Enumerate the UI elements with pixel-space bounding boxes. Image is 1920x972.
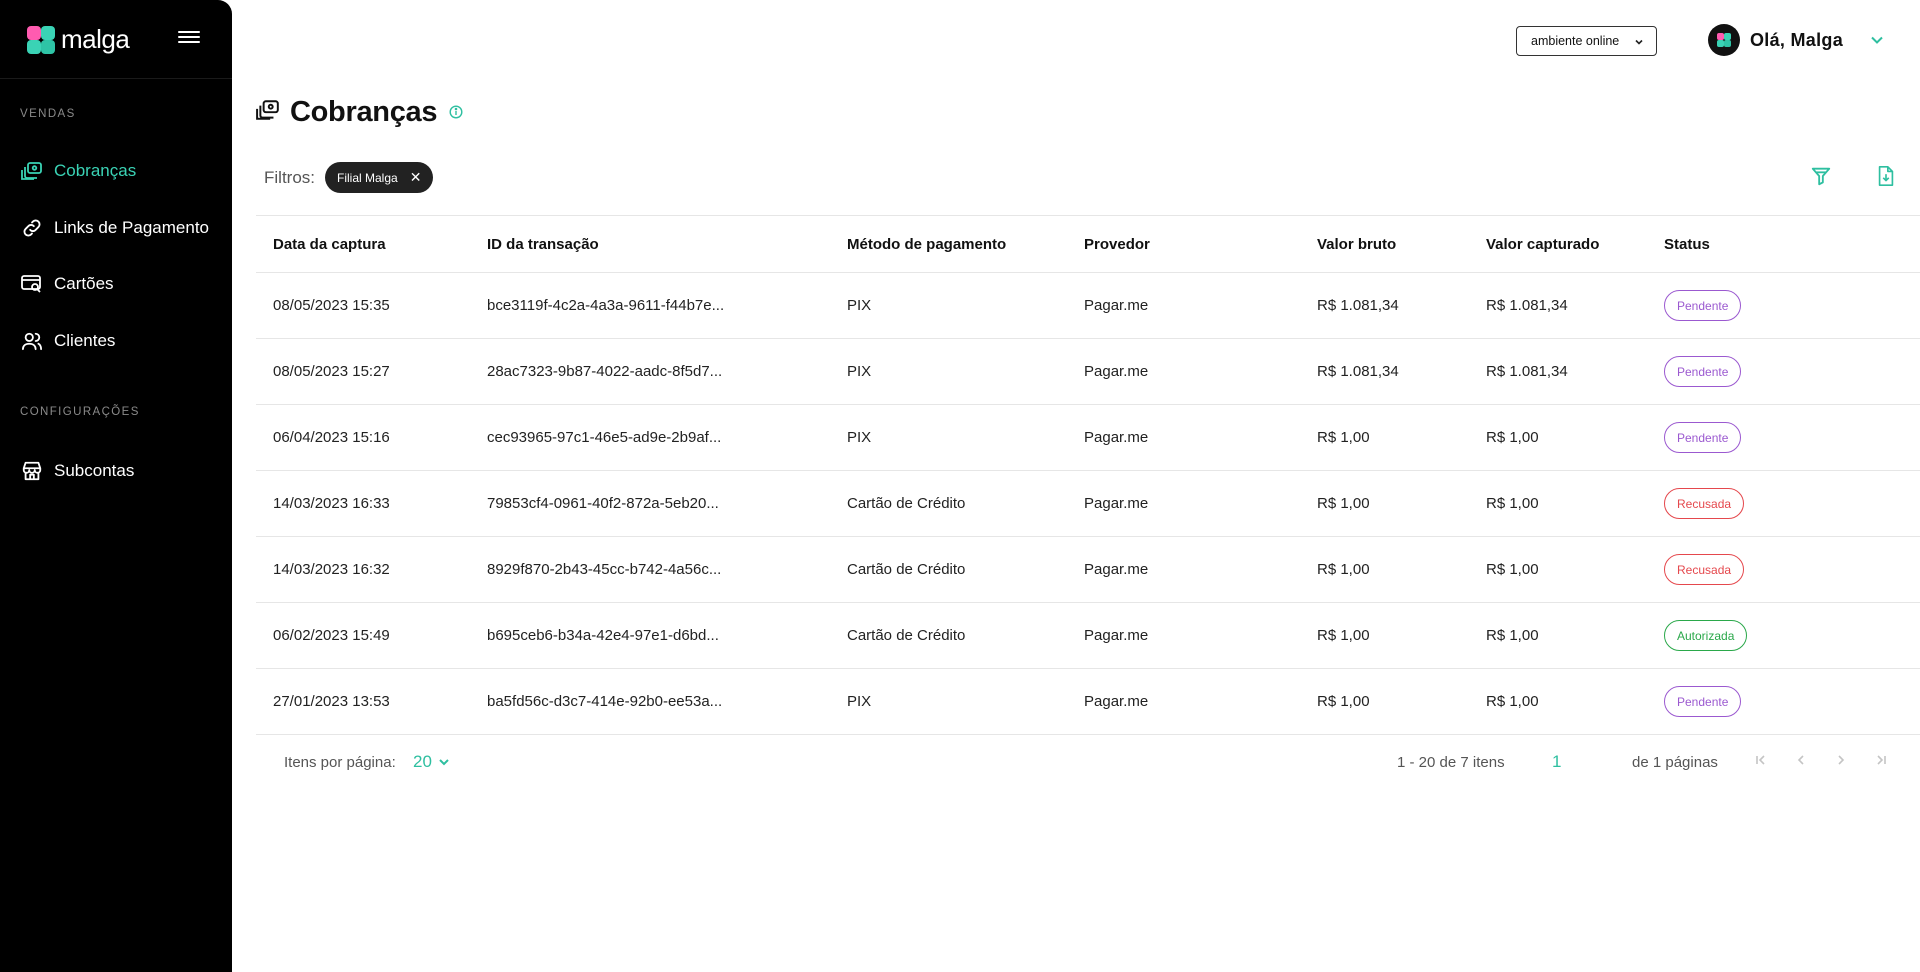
column-header[interactable]: Status (1664, 235, 1710, 253)
table-row[interactable] (256, 537, 1920, 603)
cell-transaction-id[interactable]: ba5fd56c-d3c7-414e-92b0-ee53a... (487, 693, 723, 710)
cell-provider: Pagar.me (1084, 561, 1149, 578)
page-title: Cobranças (290, 96, 438, 128)
cell-payment-method: PIX (847, 363, 872, 380)
filter-chip[interactable] (325, 162, 433, 193)
column-header[interactable]: Data da captura (273, 235, 386, 253)
card-search-icon (20, 272, 44, 296)
sidebar-item-label: Cobranças (54, 161, 137, 180)
filters-bar (264, 162, 433, 193)
previous-page-icon[interactable] (1794, 753, 1808, 771)
cell-captured-value: R$ 1,00 (1486, 693, 1539, 710)
user-menu-chevron-icon[interactable] (1870, 32, 1884, 50)
cell-transaction-id[interactable]: 8929f870-2b43-45cc-b742-4a56c... (487, 561, 722, 578)
last-page-icon[interactable] (1874, 753, 1888, 771)
export-file-icon[interactable] (1876, 165, 1896, 192)
cell-gross-value: R$ 1,00 (1317, 495, 1370, 512)
filter-icon[interactable] (1810, 165, 1832, 192)
menu-toggle-icon[interactable] (178, 28, 200, 48)
status-badge: Pendente (1664, 290, 1741, 321)
link-icon (20, 216, 44, 240)
cell-captured-value: R$ 1,00 (1486, 429, 1539, 446)
pagination (256, 735, 1920, 791)
cell-payment-method: PIX (847, 429, 872, 446)
cell-transaction-id[interactable]: 79853cf4-0961-40f2-872a-5eb20... (487, 495, 719, 512)
items-range: 1 - 20 de 7 itens (1397, 754, 1505, 771)
cell-gross-value: R$ 1,00 (1317, 429, 1370, 446)
status-badge: Pendente (1664, 422, 1741, 453)
column-header[interactable]: Valor bruto (1317, 235, 1397, 253)
environment-select-value: ambiente online (1531, 34, 1620, 48)
sidebar-item-subcontas[interactable] (20, 459, 134, 483)
cell-date: 08/05/2023 15:35 (273, 297, 390, 314)
sidebar-item-label: Subcontas (54, 461, 135, 480)
sidebar-section-vendas: VENDAS (20, 108, 76, 120)
cell-date: 27/01/2023 13:53 (273, 693, 390, 710)
cell-date: 08/05/2023 15:27 (273, 363, 390, 380)
page-header (256, 96, 463, 129)
users-icon (20, 329, 44, 353)
column-header[interactable]: Valor capturado (1486, 235, 1600, 253)
cell-captured-value: R$ 1,00 (1486, 561, 1539, 578)
cell-payment-method: Cartão de Crédito (847, 627, 966, 644)
status-badge: Autorizada (1664, 620, 1747, 651)
table-row[interactable] (256, 273, 1920, 339)
sidebar-item-label: Links de Pagamento (54, 218, 209, 237)
environment-select[interactable] (1516, 26, 1657, 56)
sidebar-item-label: Clientes (54, 331, 116, 350)
status-badge: Pendente (1664, 356, 1741, 387)
cell-captured-value: R$ 1.081,34 (1486, 297, 1568, 314)
charges-icon (20, 159, 44, 183)
cell-provider: Pagar.me (1084, 627, 1149, 644)
charges-icon (256, 99, 280, 126)
sidebar (0, 0, 232, 972)
cell-captured-value: R$ 1,00 (1486, 495, 1539, 512)
table-row[interactable] (256, 669, 1920, 735)
status-badge: Pendente (1664, 686, 1741, 717)
column-header[interactable]: Método de pagamento (847, 235, 1007, 253)
chevron-down-icon (438, 758, 450, 766)
cell-provider: Pagar.me (1084, 429, 1149, 446)
first-page-icon[interactable] (1754, 753, 1768, 771)
cell-date: 06/02/2023 15:49 (273, 627, 390, 644)
sidebar-item-links-de-pagamento[interactable] (20, 216, 209, 240)
filters-label: Filtros: (264, 167, 315, 187)
cell-gross-value: R$ 1,00 (1317, 627, 1370, 644)
table-header (256, 215, 1920, 273)
cell-provider: Pagar.me (1084, 363, 1149, 380)
table-row[interactable] (256, 471, 1920, 537)
cell-payment-method: Cartão de Crédito (847, 561, 966, 578)
info-icon[interactable] (449, 105, 463, 124)
sidebar-section-configuracoes: CONFIGURAÇÕES (20, 406, 140, 418)
filter-chip-label: Filial Malga (337, 170, 398, 185)
cell-payment-method: PIX (847, 297, 872, 314)
cell-gross-value: R$ 1,00 (1317, 561, 1370, 578)
cell-transaction-id[interactable]: bce3119f-4c2a-4a3a-9611-f44b7e... (487, 297, 725, 314)
malga-logo-icon (27, 26, 55, 54)
logo[interactable] (27, 24, 129, 55)
store-icon (20, 459, 44, 483)
sidebar-item-cobrancas[interactable] (20, 159, 136, 183)
current-page[interactable]: 1 (1552, 752, 1562, 771)
column-header[interactable]: Provedor (1084, 235, 1150, 253)
cell-captured-value: R$ 1.081,34 (1486, 363, 1568, 380)
cell-provider: Pagar.me (1084, 297, 1149, 314)
close-icon[interactable]: ✕ (409, 169, 422, 185)
sidebar-item-clientes[interactable] (20, 329, 115, 353)
cell-transaction-id[interactable]: cec93965-97c1-46e5-ad9e-2b9af... (487, 429, 722, 446)
table-row[interactable] (256, 339, 1920, 405)
cell-date: 06/04/2023 15:16 (273, 429, 390, 446)
column-header[interactable]: ID da transação (487, 235, 599, 253)
user-menu[interactable] (1708, 24, 1843, 56)
avatar (1708, 24, 1740, 56)
items-per-page-value: 20 (413, 752, 432, 771)
table-row[interactable] (256, 603, 1920, 669)
user-greeting: Olá, Malga (1750, 29, 1844, 50)
items-per-page-select[interactable] (413, 752, 450, 772)
charges-table (256, 215, 1920, 735)
cell-gross-value: R$ 1.081,34 (1317, 297, 1399, 314)
cell-gross-value: R$ 1,00 (1317, 693, 1370, 710)
status-badge: Recusada (1664, 554, 1744, 585)
sidebar-item-label: Cartões (54, 274, 114, 293)
cell-gross-value: R$ 1.081,34 (1317, 363, 1399, 380)
cell-transaction-id[interactable]: 28ac7323-9b87-4022-aadc-8f5d7... (487, 363, 723, 380)
cell-payment-method: PIX (847, 693, 872, 710)
sidebar-divider (0, 78, 232, 79)
table-body (256, 273, 1920, 735)
cell-captured-value: R$ 1,00 (1486, 627, 1539, 644)
total-pages: de 1 páginas (1632, 754, 1718, 771)
items-per-page-label: Itens por página: (284, 754, 396, 771)
chevron-down-icon (1634, 36, 1644, 50)
next-page-icon[interactable] (1834, 753, 1848, 771)
table-row[interactable] (256, 405, 1920, 471)
cell-date: 14/03/2023 16:33 (273, 495, 390, 512)
cell-transaction-id[interactable]: b695ceb6-b34a-42e4-97e1-d6bd... (487, 627, 719, 644)
cell-provider: Pagar.me (1084, 495, 1149, 512)
cell-provider: Pagar.me (1084, 693, 1149, 710)
logo-text: malga (61, 24, 130, 54)
cell-date: 14/03/2023 16:32 (273, 561, 390, 578)
cell-payment-method: Cartão de Crédito (847, 495, 966, 512)
sidebar-item-cartoes[interactable] (20, 272, 114, 296)
status-badge: Recusada (1664, 488, 1744, 519)
